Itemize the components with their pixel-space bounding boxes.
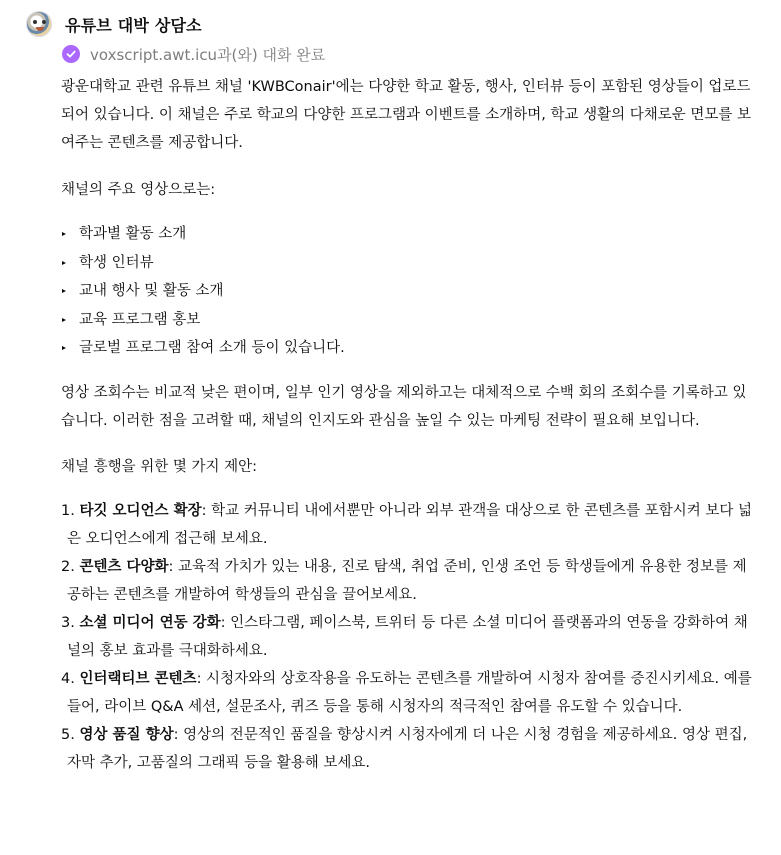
intro-paragraph: 광운대학교 관련 유튜브 채널 'KWBConair'에는 다양한 학교 활동, 행사, 인터뷰 등이 포함된 영상들이 업로드되어 있습니다. 이 채널은 주로 학교의 다양한 프로그램과 이벤트를 소개하며, 학교 생활의 다채로운 면모를 보여주는 콘텐츠를 제공합니다. — [61, 79, 752, 151]
views-paragraph: 영상 조회수는 비교적 낮은 편이며, 일부 인기 영상을 제외하고는 대체적으로 수백 회의 조회수를 기록하고 있습니다. 이러한 점을 고려할 때, 채널의 인지도와 관심을 높일 수 있는 마케팅 전략이 필요해 보입니다. — [61, 384, 747, 429]
gpt-name[interactable]: 유튜브 대박 상담소 — [65, 15, 202, 35]
proposal-number: 1. — [61, 502, 75, 519]
proposal-item — [61, 609, 756, 665]
gpt-avatar[interactable] — [26, 11, 52, 37]
list-item: 교내 행사 및 활동 소개 — [61, 277, 756, 306]
proposal-title: 타깃 오디언스 확장 — [79, 502, 202, 519]
proposal-text: : 교육적 가치가 있는 내용, 진로 탐색, 취업 준비, 인생 조언 등 학생들에게 유용한 정보를 제공하는 콘텐츠를 개발하여 학생들의 관심을 끌어보세요. — [67, 558, 747, 603]
videos-heading: 채널의 주요 영상으로는: — [61, 182, 216, 198]
plugin-status[interactable] — [62, 42, 325, 66]
proposal-number: 3. — [61, 614, 75, 631]
proposal-item — [61, 497, 756, 553]
proposal-title: 영상 품질 향상 — [79, 726, 174, 743]
proposal-number: 4. — [61, 670, 75, 687]
proposal-item — [61, 553, 756, 609]
videos-list — [61, 220, 756, 363]
proposal-item — [61, 721, 756, 777]
proposal-item — [61, 665, 756, 721]
proposals-list — [61, 497, 756, 777]
proposal-text: : 영상의 전문적인 품질을 향상시켜 시청자에게 더 나은 시청 경험을 제공하세요. 영상 편집, 자막 추가, 고품질의 그래픽 등을 활용해 보세요. — [67, 726, 748, 771]
proposal-text: : 인스타그램, 페이스북, 트위터 등 다른 소셜 미디어 플랫폼과의 연동을 강화하여 채널의 홍보 효과를 극대화하세요. — [67, 614, 748, 659]
assistant-message — [61, 73, 756, 777]
proposal-title: 인터랙티브 콘텐츠 — [79, 670, 197, 687]
list-item: 글로벌 프로그램 참여 소개 등이 있습니다. — [61, 334, 756, 363]
check-circle-icon — [62, 45, 80, 63]
list-item: 학과별 활동 소개 — [61, 220, 756, 249]
list-item: 학생 인터뷰 — [61, 249, 756, 278]
proposal-text: : 학교 커뮤니티 내에서뿐만 아니라 외부 관객을 대상으로 한 콘텐츠를 포함시켜 보다 넓은 오디언스에게 접근해 보세요. — [67, 502, 753, 547]
message-header — [26, 8, 202, 40]
plugin-status-text: voxscript.awt.icu과(와) 대화 완료 — [90, 45, 326, 64]
proposal-number: 2. — [61, 558, 75, 575]
proposals-heading: 채널 흥행을 위한 몇 가지 제안: — [61, 458, 258, 475]
list-item: 교육 프로그램 홍보 — [61, 306, 756, 335]
proposal-title: 콘텐츠 다양화 — [79, 558, 169, 575]
proposal-text: : 시청자와의 상호작용을 유도하는 콘텐츠를 개발하여 시청자 참여를 증진시키세요. 예를 들어, 라이브 Q&A 세션, 설문조사, 퀴즈 등을 통해 시청자의 적극적인 참여를 유도할 수 있습니다. — [67, 670, 752, 715]
proposal-number: 5. — [61, 726, 75, 743]
proposal-title: 소셜 미디어 연동 강화 — [79, 614, 221, 631]
